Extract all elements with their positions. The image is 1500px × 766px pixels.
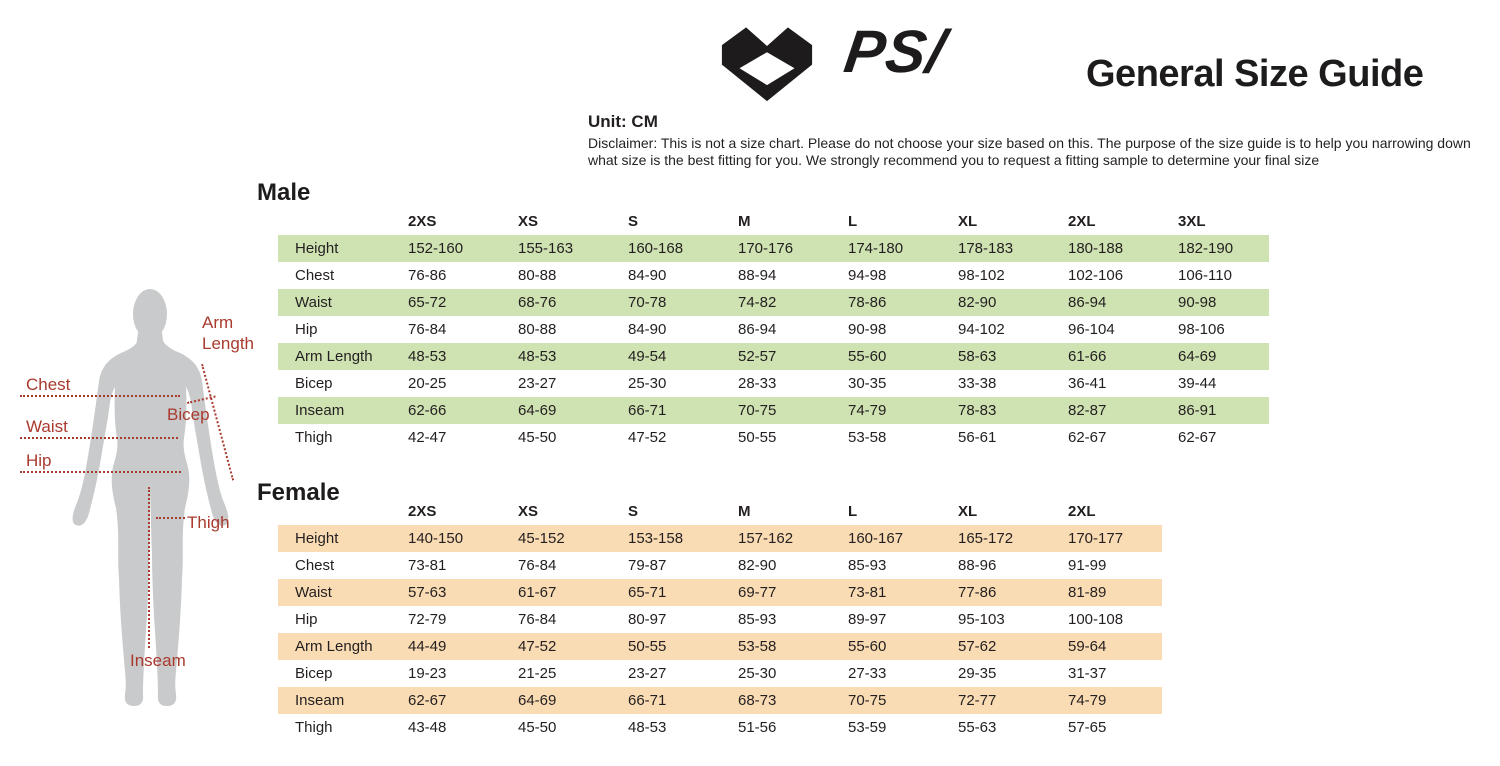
size-range-cell: 42-47 [408, 429, 447, 446]
thigh-label: Thigh [187, 513, 230, 532]
size-range-cell: 170-176 [738, 240, 794, 257]
measurement-row-label: Chest [295, 557, 335, 574]
female-size-table [278, 498, 1162, 741]
size-range-cell: 44-49 [408, 638, 447, 655]
chest-measure-line [20, 395, 180, 397]
size-range-cell: 21-25 [518, 665, 557, 682]
inseam-measure-line [148, 487, 150, 648]
brand-logo-text: PS/ [840, 18, 950, 85]
chest-label: Chest [26, 375, 71, 394]
measurement-row [278, 424, 1269, 451]
size-range-cell: 57-65 [1068, 719, 1107, 736]
size-column-header: XL [958, 213, 978, 230]
measurement-row [278, 579, 1162, 606]
size-range-cell: 69-77 [738, 584, 777, 601]
size-range-cell: 62-67 [1068, 429, 1107, 446]
size-range-cell: 94-102 [958, 321, 1005, 338]
size-range-cell: 53-59 [848, 719, 887, 736]
size-range-cell: 62-67 [408, 692, 447, 709]
size-header-row [278, 208, 1269, 235]
size-range-cell: 33-38 [958, 375, 997, 392]
size-column-header: S [628, 503, 639, 520]
measurement-row-label: Hip [295, 611, 318, 628]
size-range-cell: 68-73 [738, 692, 777, 709]
size-range-cell: 39-44 [1178, 375, 1217, 392]
size-range-cell: 70-75 [848, 692, 887, 709]
size-column-header: M [738, 213, 751, 230]
measurement-row-label: Arm Length [295, 638, 373, 655]
size-range-cell: 48-53 [408, 348, 447, 365]
size-range-cell: 170-177 [1068, 530, 1124, 547]
size-range-cell: 74-79 [1068, 692, 1107, 709]
size-range-cell: 72-77 [958, 692, 997, 709]
measurement-row [278, 525, 1162, 552]
size-range-cell: 98-106 [1178, 321, 1225, 338]
size-range-cell: 76-84 [518, 611, 557, 628]
measurement-row [278, 606, 1162, 633]
size-range-cell: 68-76 [518, 294, 557, 311]
size-range-cell: 55-60 [848, 348, 887, 365]
size-range-cell: 36-41 [1068, 375, 1107, 392]
size-range-cell: 152-160 [408, 240, 464, 257]
size-range-cell: 160-167 [848, 530, 904, 547]
measurement-row [278, 687, 1162, 714]
size-column-header: L [848, 503, 858, 520]
size-column-header: XL [958, 503, 978, 520]
size-range-cell: 79-87 [628, 557, 667, 574]
size-range-cell: 72-79 [408, 611, 447, 628]
measurement-row [278, 235, 1269, 262]
size-range-cell: 82-90 [958, 294, 997, 311]
size-range-cell: 47-52 [518, 638, 557, 655]
waist-label: Waist [26, 417, 68, 436]
male-section-heading: Male [257, 179, 311, 206]
corner-cell [278, 498, 408, 525]
size-range-cell: 81-89 [1068, 584, 1107, 601]
size-range-cell: 50-55 [628, 638, 667, 655]
size-range-cell: 77-86 [958, 584, 997, 601]
measurement-row [278, 552, 1162, 579]
size-range-cell: 85-93 [738, 611, 777, 628]
size-range-cell: 30-35 [848, 375, 887, 392]
size-range-cell: 74-79 [848, 402, 887, 419]
size-range-cell: 65-71 [628, 584, 667, 601]
size-range-cell: 29-35 [958, 665, 997, 682]
size-range-cell: 28-33 [738, 375, 777, 392]
size-column-header: S [628, 213, 639, 230]
size-range-cell: 64-69 [1178, 348, 1217, 365]
size-range-cell: 180-188 [1068, 240, 1124, 257]
measurement-row [278, 633, 1162, 660]
measurement-row [278, 262, 1269, 289]
size-range-cell: 86-94 [1068, 294, 1107, 311]
size-range-cell: 51-56 [738, 719, 777, 736]
size-range-cell: 80-88 [518, 267, 557, 284]
measurement-row [278, 343, 1269, 370]
size-range-cell: 74-82 [738, 294, 777, 311]
page-title: General Size Guide [1086, 53, 1424, 95]
disclaimer-text: Disclaimer: This is not a size chart. Please do not choose your size based on this. The purpose of the size guide is to help you narrowing down what size is the best fitting for you. We strongly recommend you to request a fitting sample to determine your final size [588, 135, 1471, 168]
size-column-header: L [848, 213, 858, 230]
size-range-cell: 53-58 [738, 638, 777, 655]
size-range-cell: 20-25 [408, 375, 447, 392]
size-range-cell: 62-66 [408, 402, 447, 419]
female-section-heading: Female [257, 479, 340, 506]
size-range-cell: 90-98 [1178, 294, 1217, 311]
size-range-cell: 178-183 [958, 240, 1014, 257]
size-range-cell: 100-108 [1068, 611, 1124, 628]
measurement-row-label: Hip [295, 321, 318, 338]
size-range-cell: 59-64 [1068, 638, 1107, 655]
size-range-cell: 174-180 [848, 240, 904, 257]
size-range-cell: 66-71 [628, 402, 667, 419]
size-range-cell: 57-62 [958, 638, 997, 655]
measurement-row [278, 289, 1269, 316]
size-column-header: 2XL [1068, 503, 1096, 520]
size-column-header: 2XL [1068, 213, 1096, 230]
size-range-cell: 64-69 [518, 692, 557, 709]
size-range-cell: 50-55 [738, 429, 777, 446]
size-range-cell: 23-27 [518, 375, 557, 392]
arm-length-label: Arm Length [202, 313, 254, 353]
size-column-header: M [738, 503, 751, 520]
size-range-cell: 78-83 [958, 402, 997, 419]
size-range-cell: 45-50 [518, 719, 557, 736]
size-range-cell: 47-52 [628, 429, 667, 446]
size-column-header: 3XL [1178, 213, 1206, 230]
size-range-cell: 25-30 [628, 375, 667, 392]
size-range-cell: 56-61 [958, 429, 997, 446]
size-range-cell: 65-72 [408, 294, 447, 311]
size-range-cell: 62-67 [1178, 429, 1217, 446]
inseam-label: Inseam [130, 651, 186, 670]
size-range-cell: 84-90 [628, 321, 667, 338]
measurement-row-label: Inseam [295, 692, 345, 709]
size-range-cell: 76-84 [408, 321, 447, 338]
size-range-cell: 58-63 [958, 348, 997, 365]
size-column-header: 2XS [408, 503, 437, 520]
measurement-row-label: Height [295, 240, 339, 257]
size-range-cell: 76-84 [518, 557, 557, 574]
size-range-cell: 165-172 [958, 530, 1014, 547]
size-range-cell: 43-48 [408, 719, 447, 736]
size-range-cell: 160-168 [628, 240, 684, 257]
measurement-row-label: Inseam [295, 402, 345, 419]
male-size-table [278, 208, 1269, 451]
size-range-cell: 84-90 [628, 267, 667, 284]
hip-label: Hip [26, 451, 52, 470]
measurement-row-label: Thigh [295, 429, 333, 446]
measurement-row-label: Chest [295, 267, 335, 284]
size-range-cell: 61-66 [1068, 348, 1107, 365]
size-range-cell: 48-53 [518, 348, 557, 365]
thigh-measure-line [156, 517, 185, 519]
size-range-cell: 66-71 [628, 692, 667, 709]
size-range-cell: 57-63 [408, 584, 447, 601]
size-range-cell: 157-162 [738, 530, 794, 547]
size-range-cell: 61-67 [518, 584, 557, 601]
measurement-row [278, 397, 1269, 424]
bicep-label: Bicep [167, 405, 210, 424]
hip-measure-line [20, 471, 181, 473]
measurement-row [278, 370, 1269, 397]
size-range-cell: 55-63 [958, 719, 997, 736]
measurement-row-label: Thigh [295, 719, 333, 736]
size-range-cell: 80-97 [628, 611, 667, 628]
size-range-cell: 70-75 [738, 402, 777, 419]
size-range-cell: 80-88 [518, 321, 557, 338]
size-range-cell: 94-98 [848, 267, 887, 284]
size-range-cell: 64-69 [518, 402, 557, 419]
size-range-cell: 45-152 [518, 530, 565, 547]
measurement-row-label: Waist [295, 584, 332, 601]
measurement-row-label: Height [295, 530, 339, 547]
size-range-cell: 23-27 [628, 665, 667, 682]
measurement-row-label: Bicep [295, 665, 333, 682]
size-header-row [278, 498, 1162, 525]
size-range-cell: 86-94 [738, 321, 777, 338]
waist-measure-line [20, 437, 178, 439]
measurement-row [278, 660, 1162, 687]
size-range-cell: 70-78 [628, 294, 667, 311]
measurement-row [278, 714, 1162, 741]
measurement-row-label: Waist [295, 294, 332, 311]
size-range-cell: 102-106 [1068, 267, 1124, 284]
size-range-cell: 106-110 [1178, 267, 1232, 284]
size-range-cell: 73-81 [848, 584, 887, 601]
measurement-row [278, 316, 1269, 343]
size-range-cell: 140-150 [408, 530, 464, 547]
size-range-cell: 91-99 [1068, 557, 1107, 574]
size-range-cell: 82-90 [738, 557, 777, 574]
size-range-cell: 45-50 [518, 429, 557, 446]
size-range-cell: 76-86 [408, 267, 447, 284]
size-column-header: 2XS [408, 213, 437, 230]
size-range-cell: 31-37 [1068, 665, 1107, 682]
size-column-header: XS [518, 503, 539, 520]
size-range-cell: 86-91 [1178, 402, 1217, 419]
size-column-header: XS [518, 213, 539, 230]
size-range-cell: 88-96 [958, 557, 997, 574]
size-range-cell: 95-103 [958, 611, 1005, 628]
size-range-cell: 96-104 [1068, 321, 1115, 338]
psi-emblem-icon [712, 22, 822, 102]
size-range-cell: 82-87 [1068, 402, 1107, 419]
size-range-cell: 27-33 [848, 665, 887, 682]
size-range-cell: 55-60 [848, 638, 887, 655]
corner-cell [278, 208, 408, 235]
size-range-cell: 98-102 [958, 267, 1005, 284]
size-range-cell: 85-93 [848, 557, 887, 574]
size-range-cell: 89-97 [848, 611, 887, 628]
size-range-cell: 48-53 [628, 719, 667, 736]
size-range-cell: 155-163 [518, 240, 574, 257]
size-range-cell: 52-57 [738, 348, 777, 365]
measurement-row-label: Bicep [295, 375, 333, 392]
size-range-cell: 78-86 [848, 294, 887, 311]
size-range-cell: 90-98 [848, 321, 887, 338]
size-range-cell: 88-94 [738, 267, 777, 284]
size-range-cell: 153-158 [628, 530, 684, 547]
size-range-cell: 53-58 [848, 429, 887, 446]
unit-label: Unit: CM [588, 112, 658, 131]
size-range-cell: 49-54 [628, 348, 667, 365]
size-range-cell: 182-190 [1178, 240, 1234, 257]
size-range-cell: 19-23 [408, 665, 447, 682]
size-range-cell: 73-81 [408, 557, 447, 574]
size-range-cell: 25-30 [738, 665, 777, 682]
measurement-row-label: Arm Length [295, 348, 373, 365]
